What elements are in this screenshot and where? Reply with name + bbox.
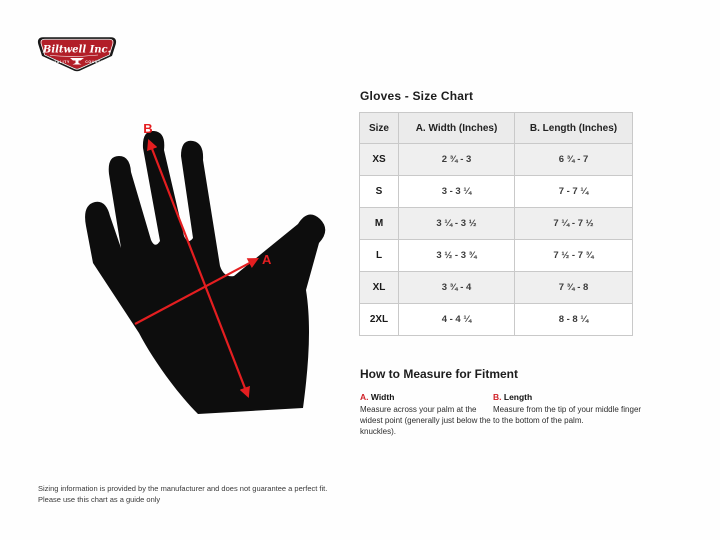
length-cell: 8 - 8 ¼ — [515, 304, 633, 336]
measure-section — [360, 367, 648, 437]
length-cell: 7 ¾ - 8 — [515, 272, 633, 304]
measure-key-a: A. — [360, 392, 369, 402]
measure-item-width — [360, 392, 493, 437]
width-cell: 4 - 4 ¼ — [399, 304, 515, 336]
length-cell: 7 - 7 ¼ — [515, 176, 633, 208]
size-cell: M — [360, 208, 399, 240]
disclaimer-line-2: Please use this chart as a guide only — [38, 495, 161, 505]
width-cell: 3 ¼ - 3 ½ — [399, 208, 515, 240]
measure-key-b: B. — [493, 392, 502, 402]
size-cell: S — [360, 176, 399, 208]
biltwell-logo — [35, 36, 119, 72]
tagline-right: COUNTS” — [85, 60, 106, 64]
hand-silhouette — [85, 131, 325, 414]
measure-desc-length: Measure from the tip of your middle finger to the bottom of the palm. — [493, 405, 642, 425]
diagram-label-a: A — [262, 252, 272, 267]
width-cell: 3 - 3 ¼ — [399, 176, 515, 208]
size-cell: 2XL — [360, 304, 399, 336]
length-cell: 6 ¾ - 7 — [515, 144, 633, 176]
measure-label-width: Width — [370, 392, 395, 402]
table-row — [360, 176, 633, 208]
length-cell: 7 ½ - 7 ¾ — [515, 240, 633, 272]
table-row — [360, 304, 633, 336]
measure-title: How to Measure for Fitment — [360, 367, 519, 381]
size-chart-title: Gloves - Size Chart — [360, 89, 474, 103]
disclaimer-line-1: Sizing information is provided by the manufacturer and does not guarantee a perfect fit. — [38, 484, 328, 493]
col-header-width: A. Width (Inches) — [399, 113, 515, 144]
measure-head-width — [360, 392, 493, 402]
measure-head-length — [493, 392, 648, 402]
table-row — [360, 240, 633, 272]
hand-measurement-diagram — [72, 108, 342, 428]
col-header-length: B. Length (Inches) — [515, 113, 633, 144]
size-cell: XS — [360, 144, 399, 176]
col-header-size: Size — [360, 113, 399, 144]
size-cell: L — [360, 240, 399, 272]
tagline-left: “QUALITY — [48, 60, 70, 64]
disclaimer — [38, 483, 327, 506]
size-chart-table — [359, 112, 633, 336]
width-cell: 3 ¾ - 4 — [399, 272, 515, 304]
table-row — [360, 208, 633, 240]
measure-label-length: Length — [503, 392, 533, 402]
measure-desc-width: Measure across your palm at the widest point (generally just below the knuckles). — [360, 405, 491, 436]
length-cell: 7 ¼ - 7 ½ — [515, 208, 633, 240]
diagram-label-b: B — [143, 121, 153, 136]
measure-item-length — [493, 392, 648, 437]
brand-name: Biltwell Inc. — [42, 44, 112, 56]
table-row — [360, 144, 633, 176]
width-cell: 2 ¾ - 3 — [399, 144, 515, 176]
width-cell: 3 ½ - 3 ¾ — [399, 240, 515, 272]
table-row — [360, 272, 633, 304]
table-header-row — [360, 113, 633, 144]
size-cell: XL — [360, 272, 399, 304]
